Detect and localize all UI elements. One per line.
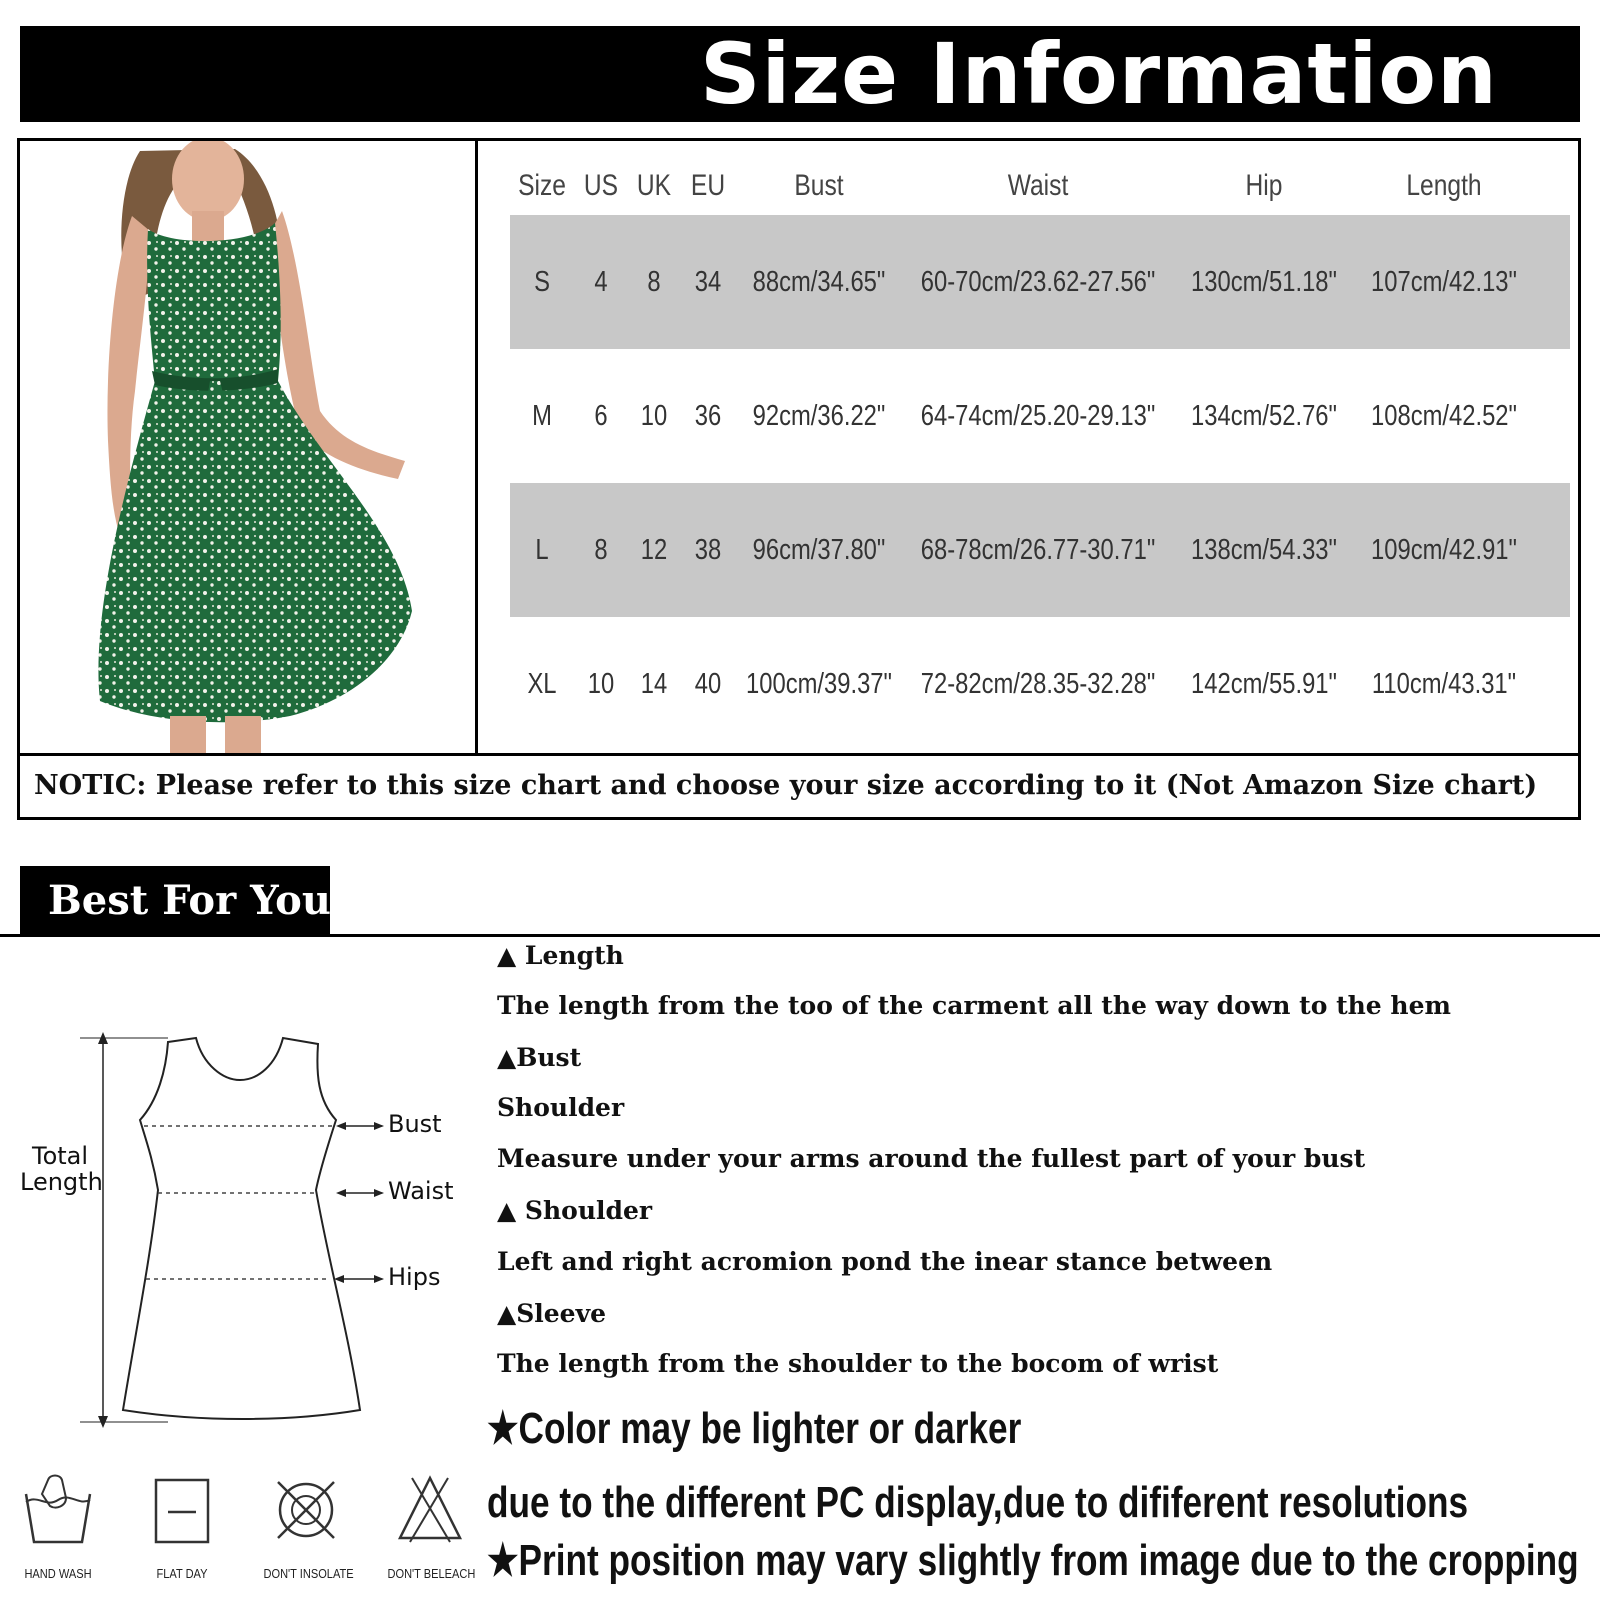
table-row	[510, 617, 1570, 751]
display-note: due to the different PC display,due to dififerent resolutions	[487, 1478, 1469, 1527]
shoulder-text: Shoulder	[497, 1093, 625, 1122]
cell-bust: 92cm/36.22"	[752, 399, 886, 432]
best-for-you-tab	[20, 866, 330, 936]
column-header: UK	[636, 169, 672, 202]
care-label: DON'T BELEACH	[387, 1566, 476, 1581]
model-dress-image	[20, 141, 475, 753]
cell-eu: 38	[694, 533, 722, 566]
cell-bust: 100cm/39.37"	[746, 667, 892, 700]
column-header: Size	[518, 169, 566, 202]
cell-hip: 138cm/54.33"	[1191, 533, 1337, 566]
best-for-you-title: Best For You	[48, 877, 331, 924]
dress-outline-icon	[18, 1030, 468, 1430]
sleeve-description: The length from the shoulder to the bocom of wrist	[497, 1349, 1219, 1378]
column-header: Bust	[794, 169, 844, 202]
cell-us: 4	[594, 265, 608, 298]
cell-hip: 134cm/52.76"	[1191, 399, 1337, 432]
cell-hip: 142cm/55.91"	[1191, 667, 1337, 700]
care-label: DON'T INSOLATE	[263, 1566, 354, 1581]
cell-size: XL	[527, 667, 557, 700]
total-length-label: Total	[32, 1142, 89, 1170]
column-header: Length	[1406, 169, 1482, 202]
shoulder-description: Left and right acromion pond the inear stance between	[497, 1247, 1273, 1276]
header-banner	[20, 26, 1580, 122]
cell-us: 10	[587, 667, 615, 700]
cell-waist: 64-74cm/25.20-29.13"	[920, 399, 1156, 432]
print-position-note: ★Print position may vary slightly from image due to the cropping	[487, 1536, 1579, 1585]
cell-size: L	[535, 533, 549, 566]
hips-label: Hips	[388, 1263, 441, 1291]
cell-size: S	[534, 265, 550, 298]
flat-dry-icon	[144, 1472, 220, 1552]
column-header: Waist	[1007, 169, 1069, 202]
total-length-label: Length	[20, 1168, 103, 1196]
bust-label: Bust	[388, 1110, 442, 1138]
care-label: FLAT DAY	[156, 1566, 208, 1581]
hand-wash-icon	[20, 1472, 96, 1552]
cell-hip: 130cm/51.18"	[1191, 265, 1337, 298]
cell-eu: 36	[694, 399, 722, 432]
column-header: Hip	[1245, 169, 1283, 202]
cell-length: 110cm/43.31"	[1371, 667, 1517, 700]
cell-size: M	[532, 399, 552, 432]
sleeve-heading: ▲Sleeve	[497, 1299, 607, 1328]
section-divider	[0, 934, 1600, 937]
care-item	[256, 1472, 356, 1582]
cell-bust: 96cm/37.80"	[752, 533, 886, 566]
cell-uk: 14	[640, 667, 668, 700]
cell-waist: 68-78cm/26.77-30.71"	[920, 533, 1156, 566]
care-label: HAND WASH	[24, 1566, 92, 1581]
shoulder-heading: ▲ Shoulder	[497, 1196, 653, 1225]
dont-tumble-dry-icon	[268, 1472, 344, 1552]
table-row	[510, 483, 1570, 617]
table-row	[510, 215, 1570, 349]
cell-bust: 88cm/34.65"	[752, 265, 886, 298]
measurement-diagram	[18, 1030, 468, 1430]
notice-row	[20, 753, 1578, 817]
column-header: EU	[690, 169, 726, 202]
column-header: US	[583, 169, 619, 202]
cell-uk: 10	[640, 399, 668, 432]
care-item	[380, 1472, 480, 1582]
cell-waist: 60-70cm/23.62-27.56"	[920, 265, 1156, 298]
dont-bleach-icon	[392, 1472, 468, 1552]
table-row	[510, 349, 1570, 483]
bust-description: Measure under your arms around the fullest part of your bust	[497, 1144, 1366, 1173]
cell-us: 8	[594, 533, 608, 566]
cell-uk: 8	[647, 265, 661, 298]
care-item	[8, 1472, 108, 1582]
cell-uk: 12	[640, 533, 668, 566]
cell-length: 107cm/42.13"	[1371, 265, 1517, 298]
page-title: Size Information	[700, 25, 1498, 123]
length-heading: ▲ Length	[497, 941, 624, 970]
color-note: ★Color may be lighter or darker	[487, 1404, 1022, 1453]
cell-waist: 72-82cm/28.35-32.28"	[920, 667, 1156, 700]
table-header-row	[510, 163, 1570, 209]
notice-text: NOTIC: Please refer to this size chart and choose your size according to it (Not Amazon Size chart)	[34, 770, 1538, 801]
cell-eu: 40	[694, 667, 722, 700]
cell-length: 109cm/42.91"	[1371, 533, 1517, 566]
bust-heading: ▲Bust	[497, 1043, 582, 1072]
care-item	[132, 1472, 232, 1582]
cell-us: 6	[594, 399, 608, 432]
size-chart-box	[17, 138, 1581, 820]
length-description: The length from the too of the carment all the way down to the hem	[497, 991, 1451, 1020]
product-photo	[20, 141, 478, 753]
waist-label: Waist	[388, 1177, 454, 1205]
cell-length: 108cm/42.52"	[1371, 399, 1517, 432]
cell-eu: 34	[694, 265, 722, 298]
